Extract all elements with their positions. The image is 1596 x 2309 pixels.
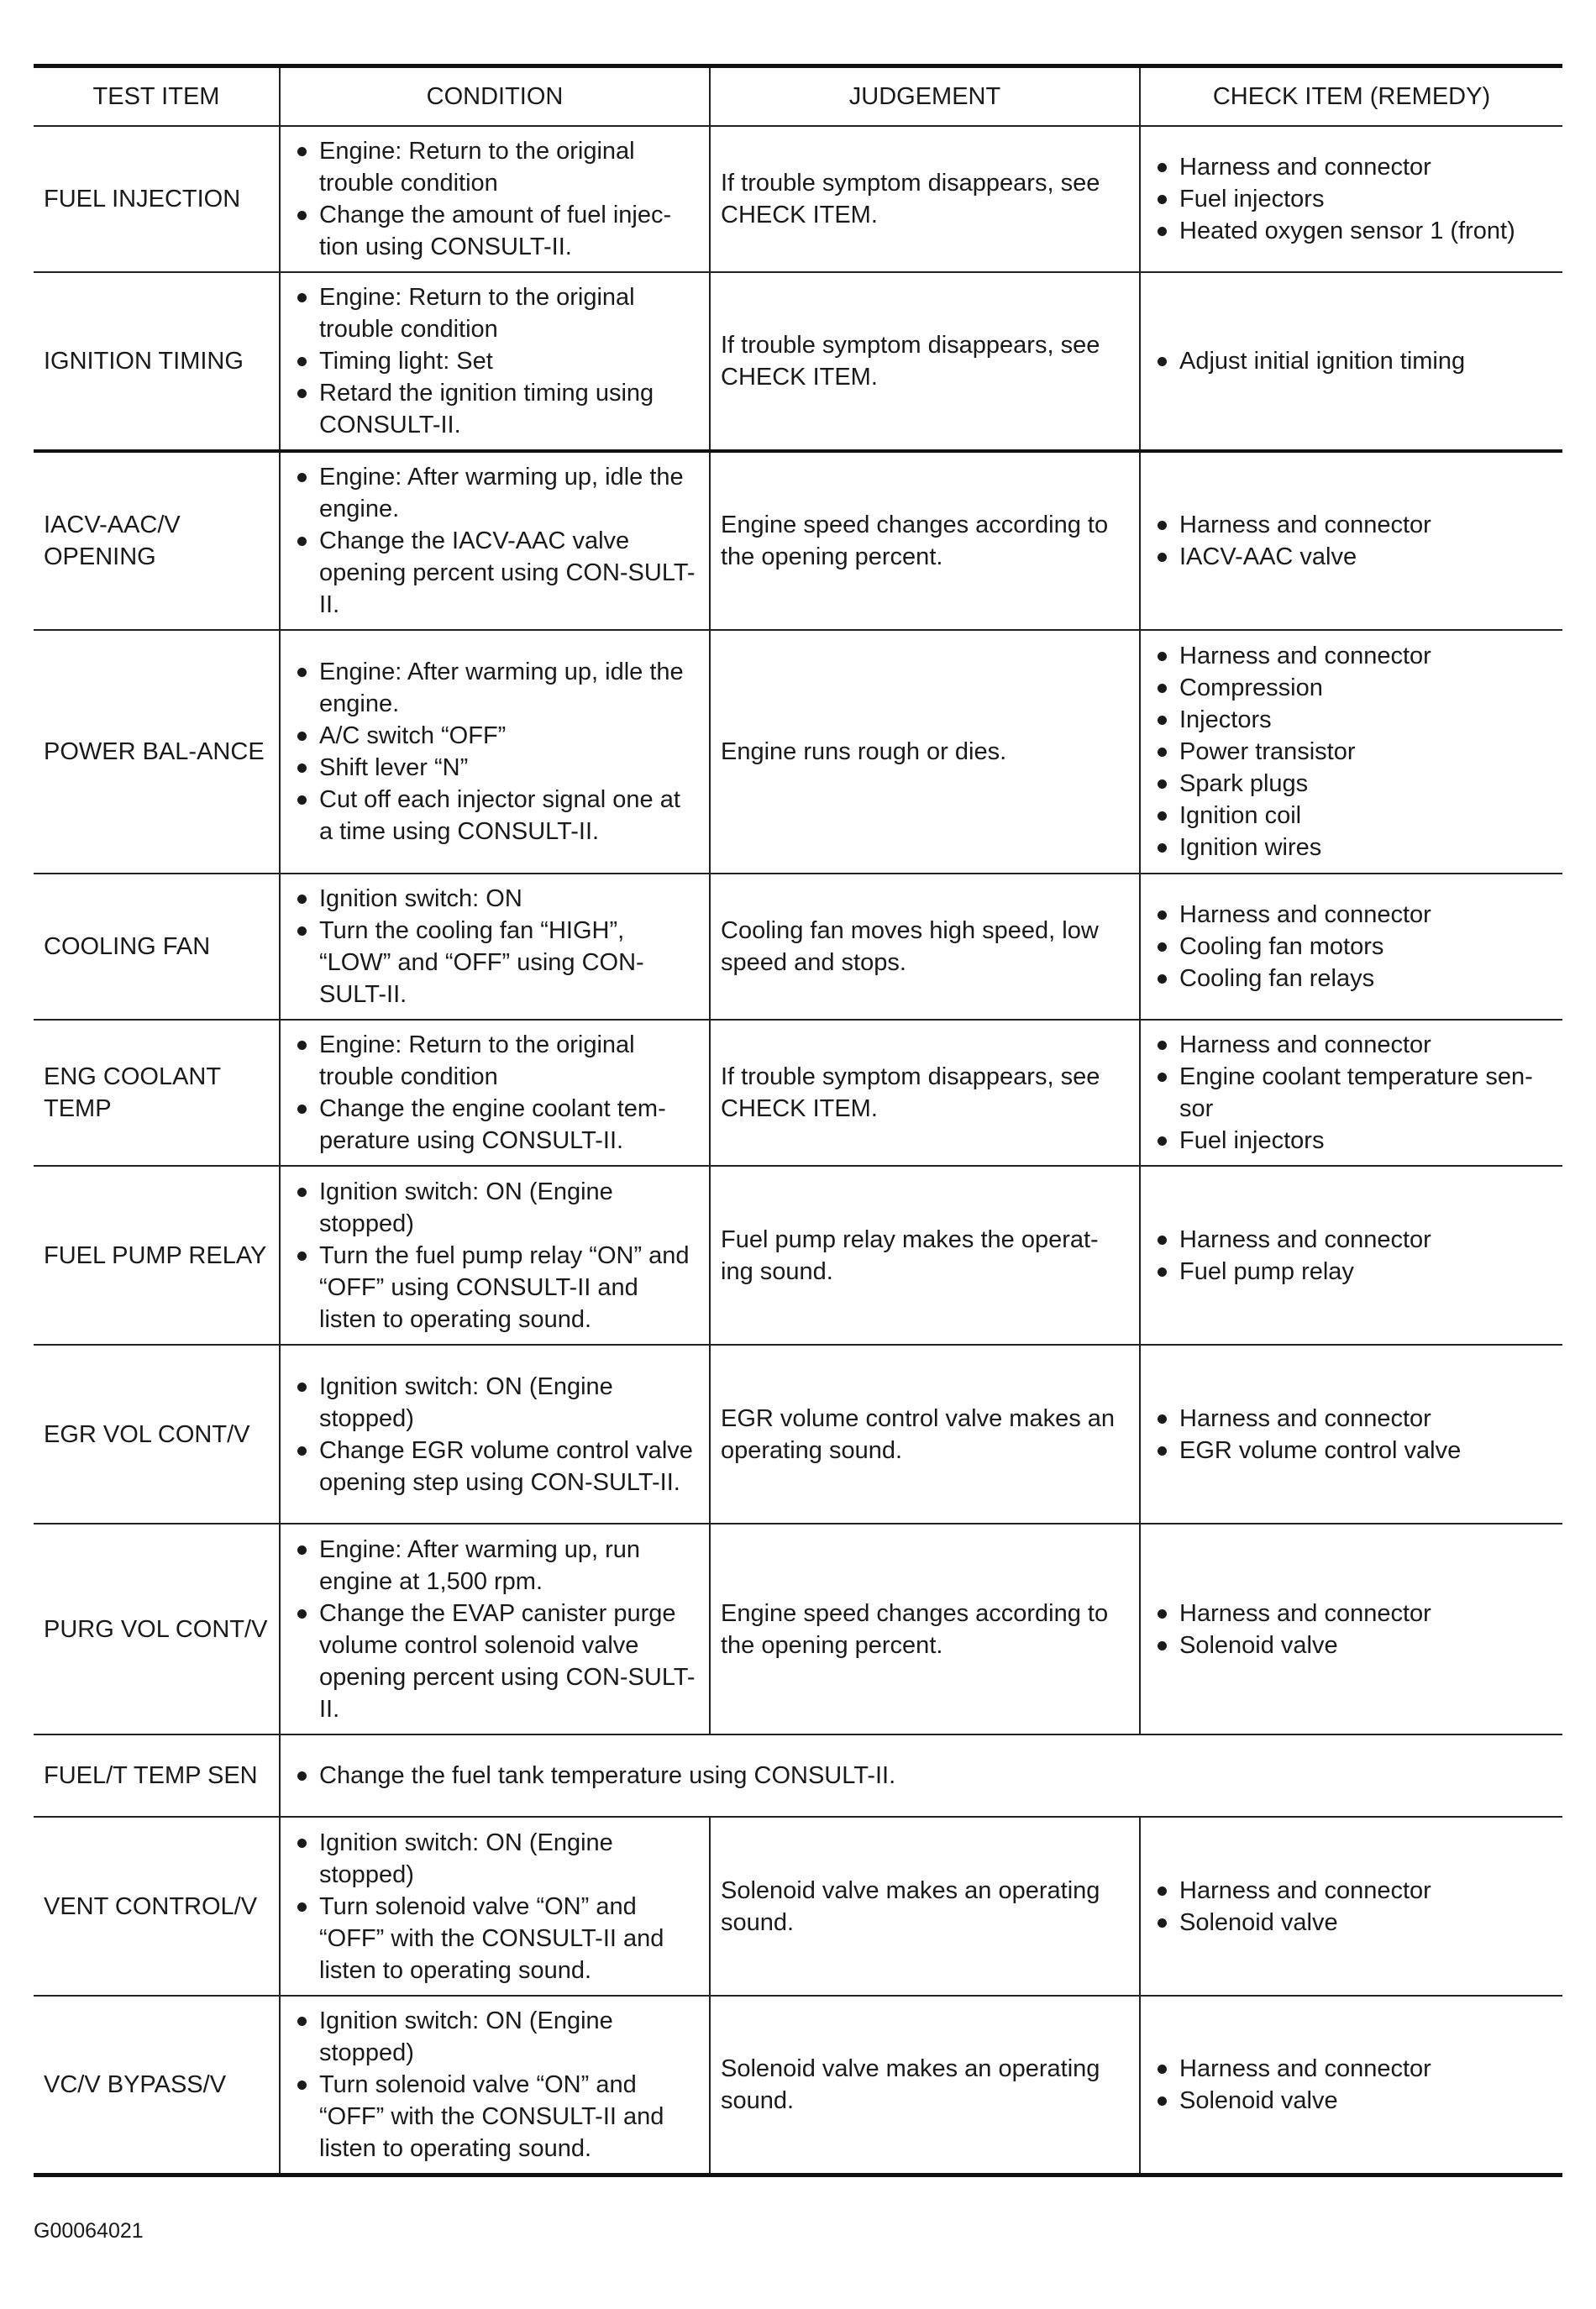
check-item-cell-list [1151, 151, 1552, 247]
check-item-bullet: Compression [1151, 672, 1552, 704]
condition-bullet: Change the IACV-AAC valve opening percent using CON-SULT-II. [291, 525, 699, 621]
condition-cell [280, 1817, 710, 1996]
check-item-cell [1140, 630, 1562, 874]
table-row [34, 1524, 1562, 1734]
condition-cell [280, 272, 710, 451]
check-item-cell [1140, 874, 1562, 1020]
check-item-cell-list [1151, 1029, 1552, 1157]
check-item-bullet: Injectors [1151, 704, 1552, 736]
judgement-cell: Engine runs rough or dies. [710, 630, 1140, 874]
condition-cell-list [291, 1176, 699, 1336]
condition-cell-list [291, 656, 699, 848]
check-item-bullet: Heated oxygen sensor 1 (front) [1151, 215, 1552, 247]
condition-bullet: Engine: Return to the original trouble condition [291, 1029, 699, 1093]
check-item-cell-list [1151, 1598, 1552, 1661]
check-item-cell [1140, 451, 1562, 630]
check-item-cell [1140, 1817, 1562, 1996]
table-row [34, 1166, 1562, 1345]
check-item-cell [1140, 1345, 1562, 1524]
check-item-cell [1140, 272, 1562, 451]
test-item-cell: ENG COOLANT TEMP [34, 1020, 280, 1166]
condition-cell-list [291, 1029, 699, 1157]
condition-bullet: Change the engine coolant tem-perature using CONSULT-II. [291, 1093, 699, 1157]
check-item-bullet: Power transistor [1151, 736, 1552, 768]
header-row [34, 66, 1562, 127]
judgement-cell: If trouble symptom disappears, see CHECK ITEM. [710, 272, 1140, 451]
check-item-bullet: Harness and connector [1151, 1598, 1552, 1629]
check-item-cell [1140, 1996, 1562, 2175]
condition-bullet: Change the fuel tank temperature using CONSULT-II. [291, 1760, 1552, 1792]
condition-bullet: Retard the ignition timing using CONSULT-II. [291, 377, 699, 441]
check-item-cell-list [1151, 509, 1552, 573]
condition-bullet: Engine: After warming up, run engine at 1,500 rpm. [291, 1534, 699, 1598]
check-item-cell-list [1151, 1403, 1552, 1467]
check-item-bullet: Fuel pump relay [1151, 1256, 1552, 1288]
condition-bullet: Timing light: Set [291, 345, 699, 377]
condition-cell [280, 451, 710, 630]
test-item-cell: FUEL/T TEMP SEN [34, 1734, 280, 1817]
figure-id: G00064021 [34, 2219, 144, 2243]
condition-cell [280, 1524, 710, 1734]
check-item-bullet: Fuel injectors [1151, 1125, 1552, 1157]
test-item-cell: IACV-AAC/V OPENING [34, 451, 280, 630]
condition-bullet: Turn solenoid valve “ON” and “OFF” with the CONSULT-II and listen to operating sound. [291, 2069, 699, 2165]
test-item-cell: PURG VOL CONT/V [34, 1524, 280, 1734]
condition-cell-list [291, 135, 699, 263]
condition-bullet: Ignition switch: ON (Engine stopped) [291, 1176, 699, 1240]
condition-cell-list [291, 2005, 699, 2165]
condition-bullet: Engine: After warming up, idle the engine. [291, 656, 699, 720]
condition-cell [280, 874, 710, 1020]
condition-bullet: A/C switch “OFF” [291, 720, 699, 752]
judgement-cell: Cooling fan moves high speed, low speed and stops. [710, 874, 1140, 1020]
condition-cell-list [291, 1534, 699, 1725]
check-item-cell-list [1151, 1875, 1552, 1939]
condition-bullet: Turn solenoid valve “ON” and “OFF” with the CONSULT-II and listen to operating sound. [291, 1891, 699, 1986]
test-item-cell: FUEL INJECTION [34, 126, 280, 272]
condition-cell [280, 1020, 710, 1166]
table-row [34, 451, 1562, 630]
condition-bullet: Shift lever “N” [291, 752, 699, 784]
test-item-cell: EGR VOL CONT/V [34, 1345, 280, 1524]
condition-cell [280, 1166, 710, 1345]
check-item-bullet: Harness and connector [1151, 1403, 1552, 1435]
condition-bullet: Cut off each injector signal one at a time using CONSULT-II. [291, 784, 699, 848]
check-item-bullet: Harness and connector [1151, 1875, 1552, 1907]
condition-cell [280, 1996, 710, 2175]
check-item-cell [1140, 1166, 1562, 1345]
check-item-bullet: Solenoid valve [1151, 2085, 1552, 2117]
check-item-cell-list [1151, 1224, 1552, 1288]
condition-bullet: Engine: Return to the original trouble condition [291, 135, 699, 199]
active-test-table-sheet [34, 64, 1562, 2177]
table-row [34, 1996, 1562, 2175]
check-item-bullet: Cooling fan motors [1151, 931, 1552, 963]
check-item-cell-list [1151, 2053, 1552, 2117]
judgement-cell: Engine speed changes according to the opening percent. [710, 451, 1140, 630]
condition-bullet: Turn the cooling fan “HIGH”, “LOW” and “OFF” using CON-SULT-II. [291, 915, 699, 1010]
check-item-bullet: Harness and connector [1151, 1224, 1552, 1256]
table-row [34, 126, 1562, 272]
judgement-cell: Engine speed changes according to the opening percent. [710, 1524, 1140, 1734]
check-item-cell [1140, 1020, 1562, 1166]
judgement-cell: Fuel pump relay makes the operat-ing sound. [710, 1166, 1140, 1345]
condition-bullet: Ignition switch: ON (Engine stopped) [291, 1827, 699, 1891]
check-item-bullet: Ignition wires [1151, 832, 1552, 863]
test-item-cell: FUEL PUMP RELAY [34, 1166, 280, 1345]
header-condition: CONDITION [280, 66, 710, 127]
test-item-cell: IGNITION TIMING [34, 272, 280, 451]
table-row [34, 874, 1562, 1020]
table-row [34, 1817, 1562, 1996]
check-item-cell-list [1151, 345, 1552, 377]
judgement-cell: If trouble symptom disappears, see CHECK ITEM. [710, 126, 1140, 272]
condition-bullet: Change EGR volume control valve opening step using CON-SULT-II. [291, 1435, 699, 1498]
check-item-bullet: IACV-AAC valve [1151, 541, 1552, 573]
header-check-item: CHECK ITEM (REMEDY) [1140, 66, 1562, 127]
test-item-cell: VC/V BYPASS/V [34, 1996, 280, 2175]
condition-bullet: Engine: Return to the original trouble condition [291, 281, 699, 345]
check-item-bullet: Harness and connector [1151, 899, 1552, 931]
active-test-table [34, 64, 1562, 2177]
check-item-bullet: Cooling fan relays [1151, 963, 1552, 994]
condition-span-list [291, 1760, 1552, 1792]
check-item-bullet: Harness and connector [1151, 2053, 1552, 2085]
check-item-cell-list [1151, 640, 1552, 863]
check-item-bullet: EGR volume control valve [1151, 1435, 1552, 1467]
condition-bullet: Change the amount of fuel injec-tion using CONSULT-II. [291, 199, 699, 263]
condition-cell-list [291, 1827, 699, 1986]
check-item-bullet: Solenoid valve [1151, 1907, 1552, 1939]
check-item-cell [1140, 126, 1562, 272]
check-item-bullet: Fuel injectors [1151, 183, 1552, 215]
table-row [34, 1734, 1562, 1817]
condition-bullet: Ignition switch: ON [291, 883, 699, 915]
condition-cell [280, 630, 710, 874]
check-item-bullet: Harness and connector [1151, 640, 1552, 672]
judgement-cell: Solenoid valve makes an operating sound. [710, 1996, 1140, 2175]
check-item-bullet: Harness and connector [1151, 509, 1552, 541]
judgement-cell: If trouble symptom disappears, see CHECK ITEM. [710, 1020, 1140, 1166]
check-item-bullet: Spark plugs [1151, 768, 1552, 800]
condition-cell-list [291, 461, 699, 621]
condition-cell [280, 126, 710, 272]
header-judgement: JUDGEMENT [710, 66, 1140, 127]
table-row [34, 630, 1562, 874]
check-item-bullet: Adjust initial ignition timing [1151, 345, 1552, 377]
table-row [34, 1020, 1562, 1166]
condition-bullet: Ignition switch: ON (Engine stopped) [291, 2005, 699, 2069]
condition-bullet: Turn the fuel pump relay “ON” and “OFF” using CONSULT-II and listen to operating sound. [291, 1240, 699, 1336]
header-test-item: TEST ITEM [34, 66, 280, 127]
table-row [34, 1345, 1562, 1524]
condition-bullet: Ignition switch: ON (Engine stopped) [291, 1371, 699, 1435]
check-item-bullet: Ignition coil [1151, 800, 1552, 832]
check-item-bullet: Engine coolant temperature sen-sor [1151, 1061, 1552, 1125]
check-item-bullet: Solenoid valve [1151, 1629, 1552, 1661]
test-item-cell: COOLING FAN [34, 874, 280, 1020]
check-item-cell [1140, 1524, 1562, 1734]
condition-cell-list [291, 883, 699, 1010]
condition-cell-list [291, 281, 699, 441]
judgement-cell: Solenoid valve makes an operating sound. [710, 1817, 1140, 1996]
test-item-cell: VENT CONTROL/V [34, 1817, 280, 1996]
condition-bullet: Change the EVAP canister purge volume control solenoid valve opening percent using CON-SULT-II. [291, 1598, 699, 1725]
table-row [34, 272, 1562, 451]
condition-cell-list [291, 1371, 699, 1498]
condition-cell [280, 1345, 710, 1524]
check-item-cell-list [1151, 899, 1552, 994]
judgement-cell: EGR volume control valve makes an operating sound. [710, 1345, 1140, 1524]
condition-bullet: Engine: After warming up, idle the engine. [291, 461, 699, 525]
check-item-bullet: Harness and connector [1151, 1029, 1552, 1061]
condition-span-cell [280, 1734, 1562, 1817]
test-item-cell: POWER BAL-ANCE [34, 630, 280, 874]
check-item-bullet: Harness and connector [1151, 151, 1552, 183]
